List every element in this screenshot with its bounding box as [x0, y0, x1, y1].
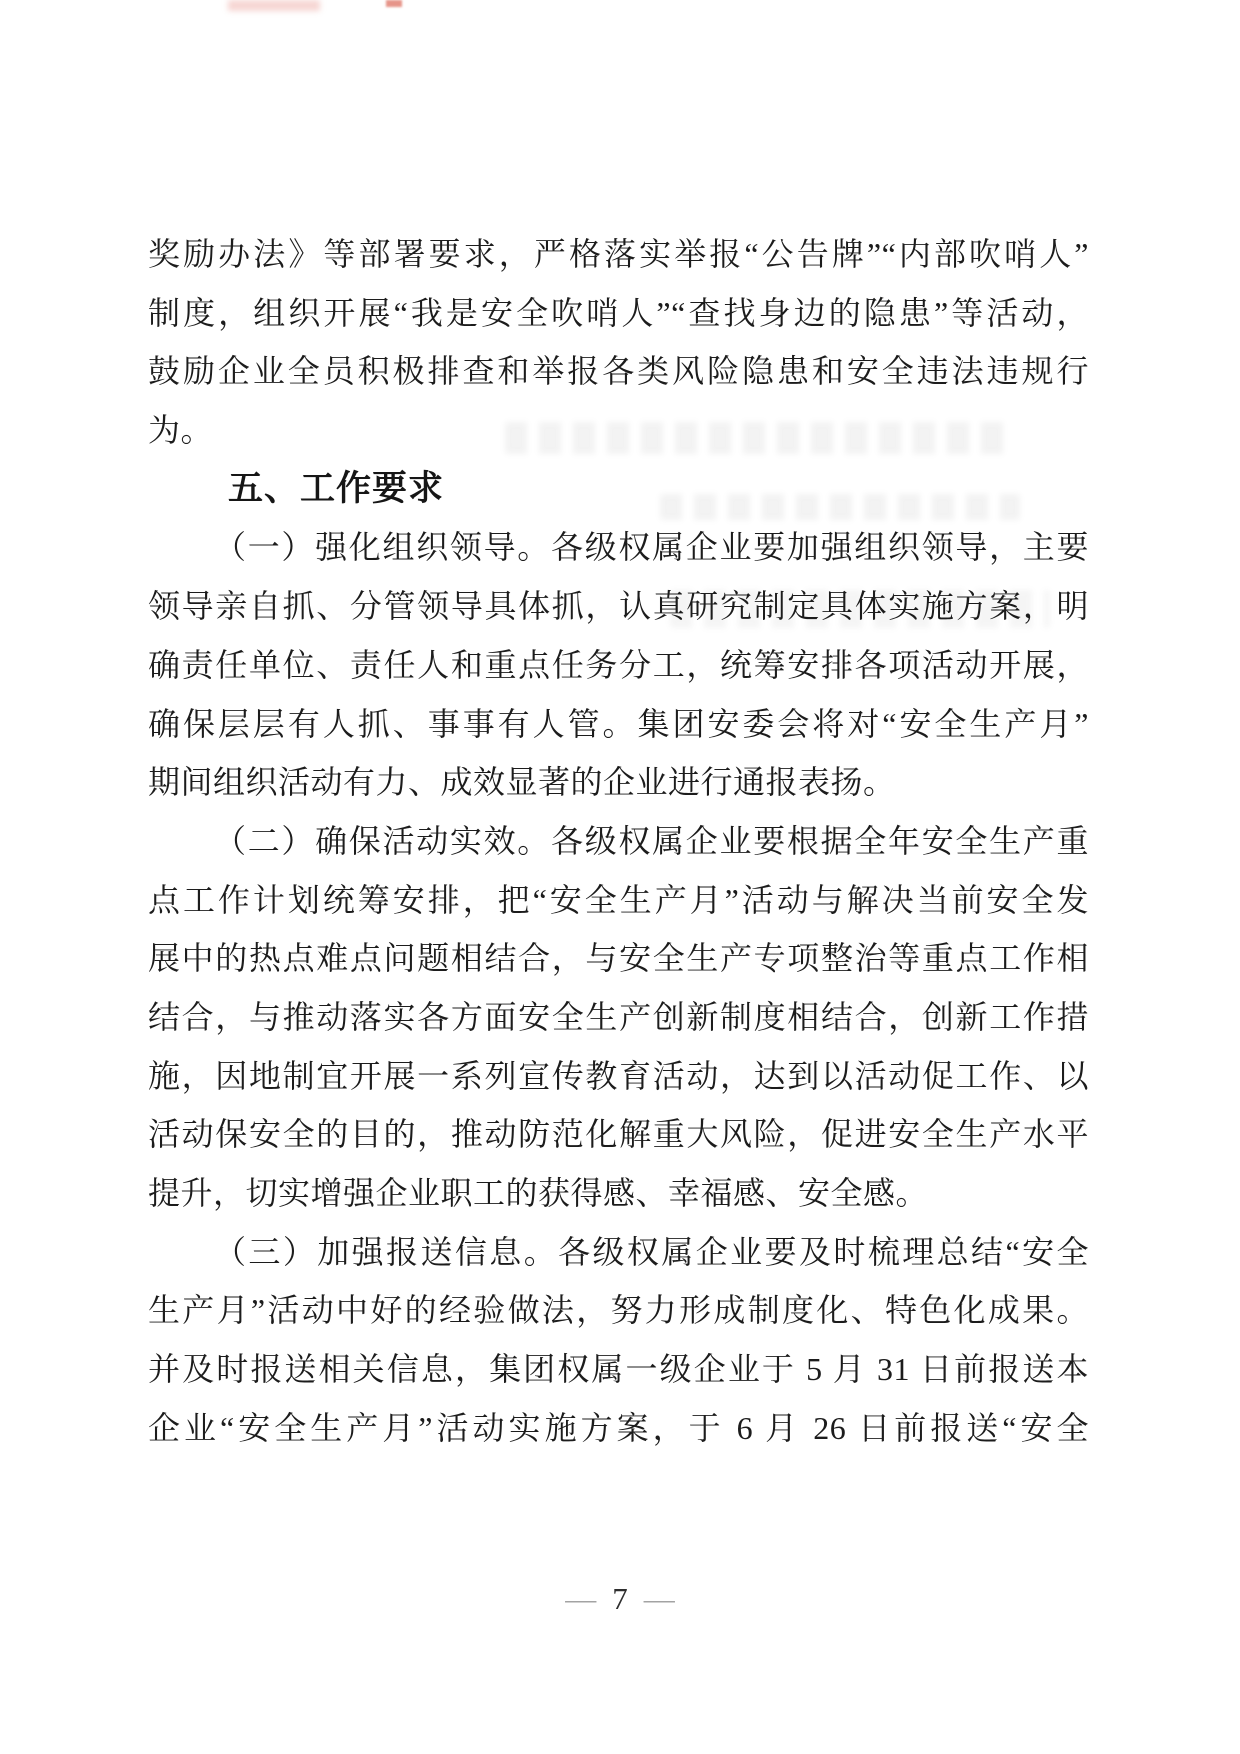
- page-number: 7: [612, 1581, 628, 1616]
- text-line: 奖励办法》等部署要求，严格落实举报“公告牌”“内部吹哨人”: [148, 236, 1089, 272]
- text-line: 领导亲自抓、分管领导具体抓，认真研究制定具体实施方案，明: [148, 588, 1089, 625]
- paragraph-end-line: 为。: [148, 412, 214, 449]
- paragraph-start-line: （一）强化组织领导。各级权属企业要加强组织领导，主要: [214, 529, 1089, 566]
- page-footer: [0, 1576, 1240, 1622]
- text-line: 活动保安全的目的，推动防范化解重大风险，促进安全生产水平: [148, 1116, 1089, 1153]
- paragraph-start-line: （二）确保活动实效。各级权属企业要根据全年安全生产重: [214, 822, 1089, 859]
- scan-speck-artifact: [386, 0, 402, 7]
- text-line: 结合，与推动落实各方面安全生产创新制度相结合，创新工作措: [148, 998, 1089, 1035]
- text-line: 展中的热点难点问题相结合，与安全生产专项整治等重点工作相: [148, 940, 1089, 977]
- footer-dash-right: —: [643, 1581, 675, 1616]
- text-line: 鼓励企业全员积极排查和举报各类风险隐患和安全违法违规行: [148, 353, 1089, 390]
- paragraph-end-line: 提升，切实增强企业职工的获得感、幸福感、安全感。: [148, 1175, 929, 1211]
- text-line: 生产月”活动中好的经验做法，努力形成制度化、特色化成果。: [148, 1292, 1089, 1329]
- text-line: 点工作计划统筹安排，把“安全生产月”活动与解决当前安全发: [148, 881, 1089, 918]
- footer-dash-left: —: [565, 1581, 597, 1616]
- text-line: 确保层层有人抓、事事有人管。集团安委会将对“安全生产月”: [148, 705, 1089, 742]
- document-body: [148, 225, 1089, 1457]
- section-heading: 五、工作要求: [228, 468, 445, 508]
- text-line: 并及时报送相关信息，集团权属一级企业于 5 月 31 日前报送本: [148, 1351, 1089, 1388]
- text-line: 施，因地制宜开展一系列宣传教育活动，达到以活动促工作、以: [148, 1057, 1089, 1094]
- text-line: 企业“安全生产月”活动实施方案，于 6 月 26 日前报送“安全: [148, 1409, 1089, 1446]
- text-line: 制度，组织开展“我是安全吹哨人”“查找身边的隐患”等活动，: [148, 294, 1089, 331]
- scan-smudge-artifact: [228, 0, 320, 11]
- text-line: 确责任单位、责任人和重点任务分工，统筹安排各项活动开展，: [148, 646, 1089, 683]
- paragraph-end-line: 期间组织活动有力、成效显著的企业进行通报表扬。: [148, 764, 896, 801]
- paragraph-start-line: （三）加强报送信息。各级权属企业要及时梳理总结“安全: [214, 1233, 1089, 1270]
